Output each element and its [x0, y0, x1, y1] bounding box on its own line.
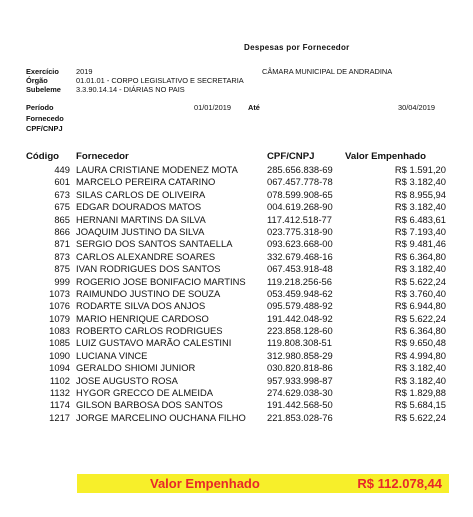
row-codigo: 1079: [49, 312, 70, 324]
row-cpf-cnpj: 067.457.778-78: [267, 176, 333, 188]
row-valor: R$ 7.193,40: [394, 225, 446, 237]
row-cpf-cnpj: 117.412.518-77: [267, 213, 332, 225]
exercicio-label: Exercício: [26, 67, 59, 76]
row-fornecedor: IVAN RODRIGUES DOS SANTOS: [76, 263, 221, 275]
row-codigo: 873: [54, 250, 70, 262]
table-row: [26, 300, 456, 312]
row-codigo: 1073: [49, 287, 70, 299]
row-fornecedor: HYGOR GRECCO DE ALMEIDA: [76, 387, 214, 399]
row-valor: R$ 3.182,40: [394, 176, 446, 188]
table-row: [26, 399, 456, 411]
table-row: [26, 226, 456, 238]
table-row: [26, 276, 456, 288]
table-row: [26, 164, 456, 176]
row-cpf-cnpj: 119.218.256-56: [267, 275, 332, 287]
row-valor: R$ 6.364,80: [394, 325, 446, 337]
row-fornecedor: LAURA CRISTIANE MODENEZ MOTA: [76, 164, 238, 175]
row-codigo: 1217: [49, 411, 70, 423]
table-row: [26, 412, 456, 424]
row-codigo: 1174: [49, 399, 70, 411]
total-label: Valor Empenhado: [150, 476, 260, 491]
row-codigo: 449: [54, 164, 70, 175]
row-valor: R$ 4.994,80: [394, 349, 446, 361]
row-codigo: 999: [54, 275, 70, 287]
fornecedor-filter-label: Fornecedo: [26, 114, 64, 123]
orgao-label: Órgão: [26, 76, 48, 85]
row-valor: R$ 9.481,46: [394, 238, 446, 250]
row-codigo: 866: [54, 225, 70, 237]
table-row: [26, 251, 456, 263]
row-valor: R$ 1.591,20: [394, 164, 446, 175]
row-cpf-cnpj: 004.619.268-90: [267, 201, 333, 213]
table-row: [26, 375, 456, 387]
header-valor-empenhado: Valor Empenhado: [345, 151, 427, 162]
row-valor: R$ 5.622,24: [394, 312, 446, 324]
row-cpf-cnpj: 957.933.998-87: [267, 374, 333, 386]
row-cpf-cnpj: 274.629.038-30: [267, 387, 333, 399]
row-valor: R$ 5.684,15: [394, 399, 446, 411]
row-fornecedor: LUIZ GUSTAVO MARÃO CALESTINI: [76, 337, 232, 349]
row-cpf-cnpj: 095.579.488-92: [267, 300, 333, 312]
row-codigo: 871: [54, 238, 70, 250]
row-codigo: 1085: [49, 337, 70, 349]
row-valor: R$ 3.182,40: [394, 374, 446, 386]
periodo-fim: 30/04/2019: [398, 103, 435, 112]
row-fornecedor: SILAS CARLOS DE OLIVEIRA: [76, 188, 206, 200]
table-row: [26, 387, 456, 399]
table-row: [26, 189, 456, 201]
row-valor: R$ 3.182,40: [394, 263, 446, 275]
row-fornecedor: SERGIO DOS SANTOS SANTAELLA: [76, 238, 233, 250]
table-row: [26, 214, 456, 226]
row-cpf-cnpj: 023.775.318-90: [267, 225, 333, 237]
row-valor: R$ 3.182,40: [394, 362, 446, 374]
row-codigo: 865: [54, 213, 70, 225]
row-cpf-cnpj: 053.459.948-62: [267, 287, 333, 299]
table-row: [26, 238, 456, 250]
row-fornecedor: MARIO HENRIQUE CARDOSO: [76, 312, 209, 324]
row-codigo: 1083: [49, 325, 70, 337]
row-codigo: 1090: [49, 349, 70, 361]
row-cpf-cnpj: 191.442.568-50: [267, 399, 333, 411]
table-row: [26, 288, 456, 300]
periodo-label: Período: [26, 103, 54, 112]
supplier-table: [26, 164, 456, 424]
row-fornecedor: GERALDO SHIOMI JUNIOR: [76, 362, 196, 374]
row-cpf-cnpj: 332.679.468-16: [267, 250, 333, 262]
row-cpf-cnpj: 078.599.908-65: [267, 188, 333, 200]
row-codigo: 601: [54, 176, 70, 188]
row-cpf-cnpj: 067.453.918-48: [267, 263, 333, 275]
row-fornecedor: MARCELO PEREIRA CATARINO: [76, 176, 216, 188]
header-fornecedor: Fornecedor: [76, 151, 129, 162]
row-fornecedor: RAIMUNDO JUSTINO DE SOUZA: [76, 287, 221, 299]
row-fornecedor: RODARTE SILVA DOS ANJOS: [76, 300, 206, 312]
subelemento-label: Subeleme: [26, 85, 61, 94]
row-fornecedor: JORGE MARCELINO OUCHANA FILHO: [76, 411, 246, 423]
row-cpf-cnpj: 119.808.308-51: [267, 337, 332, 349]
ate-label: Até: [248, 103, 260, 112]
row-cpf-cnpj: 030.820.818-86: [267, 362, 333, 374]
row-valor: R$ 6.483,61: [394, 213, 446, 225]
municipio-name: CÂMARA MUNICIPAL DE ANDRADINA: [262, 67, 393, 76]
row-cpf-cnpj: 285.656.838-69: [267, 164, 333, 175]
periodo-inicio: 01/01/2019: [194, 103, 231, 112]
table-row: [26, 362, 456, 374]
row-fornecedor: EDGAR DOURADOS MATOS: [76, 201, 202, 213]
row-cpf-cnpj: 223.858.128-60: [267, 325, 333, 337]
table-row: [26, 325, 456, 337]
row-cpf-cnpj: 093.623.668-00: [267, 238, 333, 250]
row-cpf-cnpj: 191.442.048-92: [267, 312, 333, 324]
row-fornecedor: CARLOS ALEXANDRE SOARES: [76, 250, 216, 262]
row-valor: R$ 5.622,24: [394, 411, 446, 423]
report-title: Despesas por Fornecedor: [244, 43, 350, 52]
subelemento-value: 3.3.90.14.14 - DIÁRIAS NO PAIS: [76, 85, 185, 94]
table-row: [26, 350, 456, 362]
row-valor: R$ 8.955,94: [394, 188, 446, 200]
table-row: [26, 176, 456, 188]
row-valor: R$ 6.944,80: [394, 300, 446, 312]
row-codigo: 1094: [49, 362, 70, 374]
row-codigo: 875: [54, 263, 70, 275]
row-codigo: 1076: [49, 300, 70, 312]
row-fornecedor: HERNANI MARTINS DA SILVA: [76, 213, 206, 225]
row-codigo: 1102: [49, 374, 70, 386]
row-valor: R$ 9.650,48: [394, 337, 446, 349]
exercicio-value: 2019: [76, 67, 93, 76]
table-row: [26, 201, 456, 213]
row-valor: R$ 3.182,40: [394, 201, 446, 213]
row-fornecedor: ROGERIO JOSE BONIFACIO MARTINS: [76, 275, 246, 287]
header-cpf-cnpj: CPF/CNPJ: [267, 151, 315, 162]
table-row: [26, 337, 456, 349]
row-valor: R$ 1.829,88: [394, 387, 446, 399]
row-codigo: 675: [54, 201, 70, 213]
row-fornecedor: JOSE AUGUSTO ROSA: [76, 374, 178, 386]
row-fornecedor: ROBERTO CARLOS RODRIGUES: [76, 325, 223, 337]
row-codigo: 673: [54, 188, 70, 200]
row-codigo: 1132: [49, 387, 70, 399]
row-cpf-cnpj: 312.980.858-29: [267, 349, 333, 361]
row-valor: R$ 6.364,80: [394, 250, 446, 262]
cpfcnpj-filter-label: CPF/CNPJ: [26, 124, 63, 133]
row-valor: R$ 3.760,40: [394, 287, 446, 299]
row-fornecedor: JOAQUIM JUSTINO DA SILVA: [76, 225, 205, 237]
header-codigo: Código: [26, 151, 60, 162]
row-valor: R$ 5.622,24: [394, 275, 446, 287]
row-cpf-cnpj: 221.853.028-76: [267, 411, 333, 423]
table-row: [26, 313, 456, 325]
row-fornecedor: GILSON BARBOSA DOS SANTOS: [76, 399, 223, 411]
orgao-value: 01.01.01 - CORPO LEGISLATIVO E SECRETARIA: [76, 76, 244, 85]
row-fornecedor: LUCIANA VINCE: [76, 349, 148, 361]
total-value: R$ 112.078,44: [357, 476, 442, 491]
table-row: [26, 263, 456, 275]
